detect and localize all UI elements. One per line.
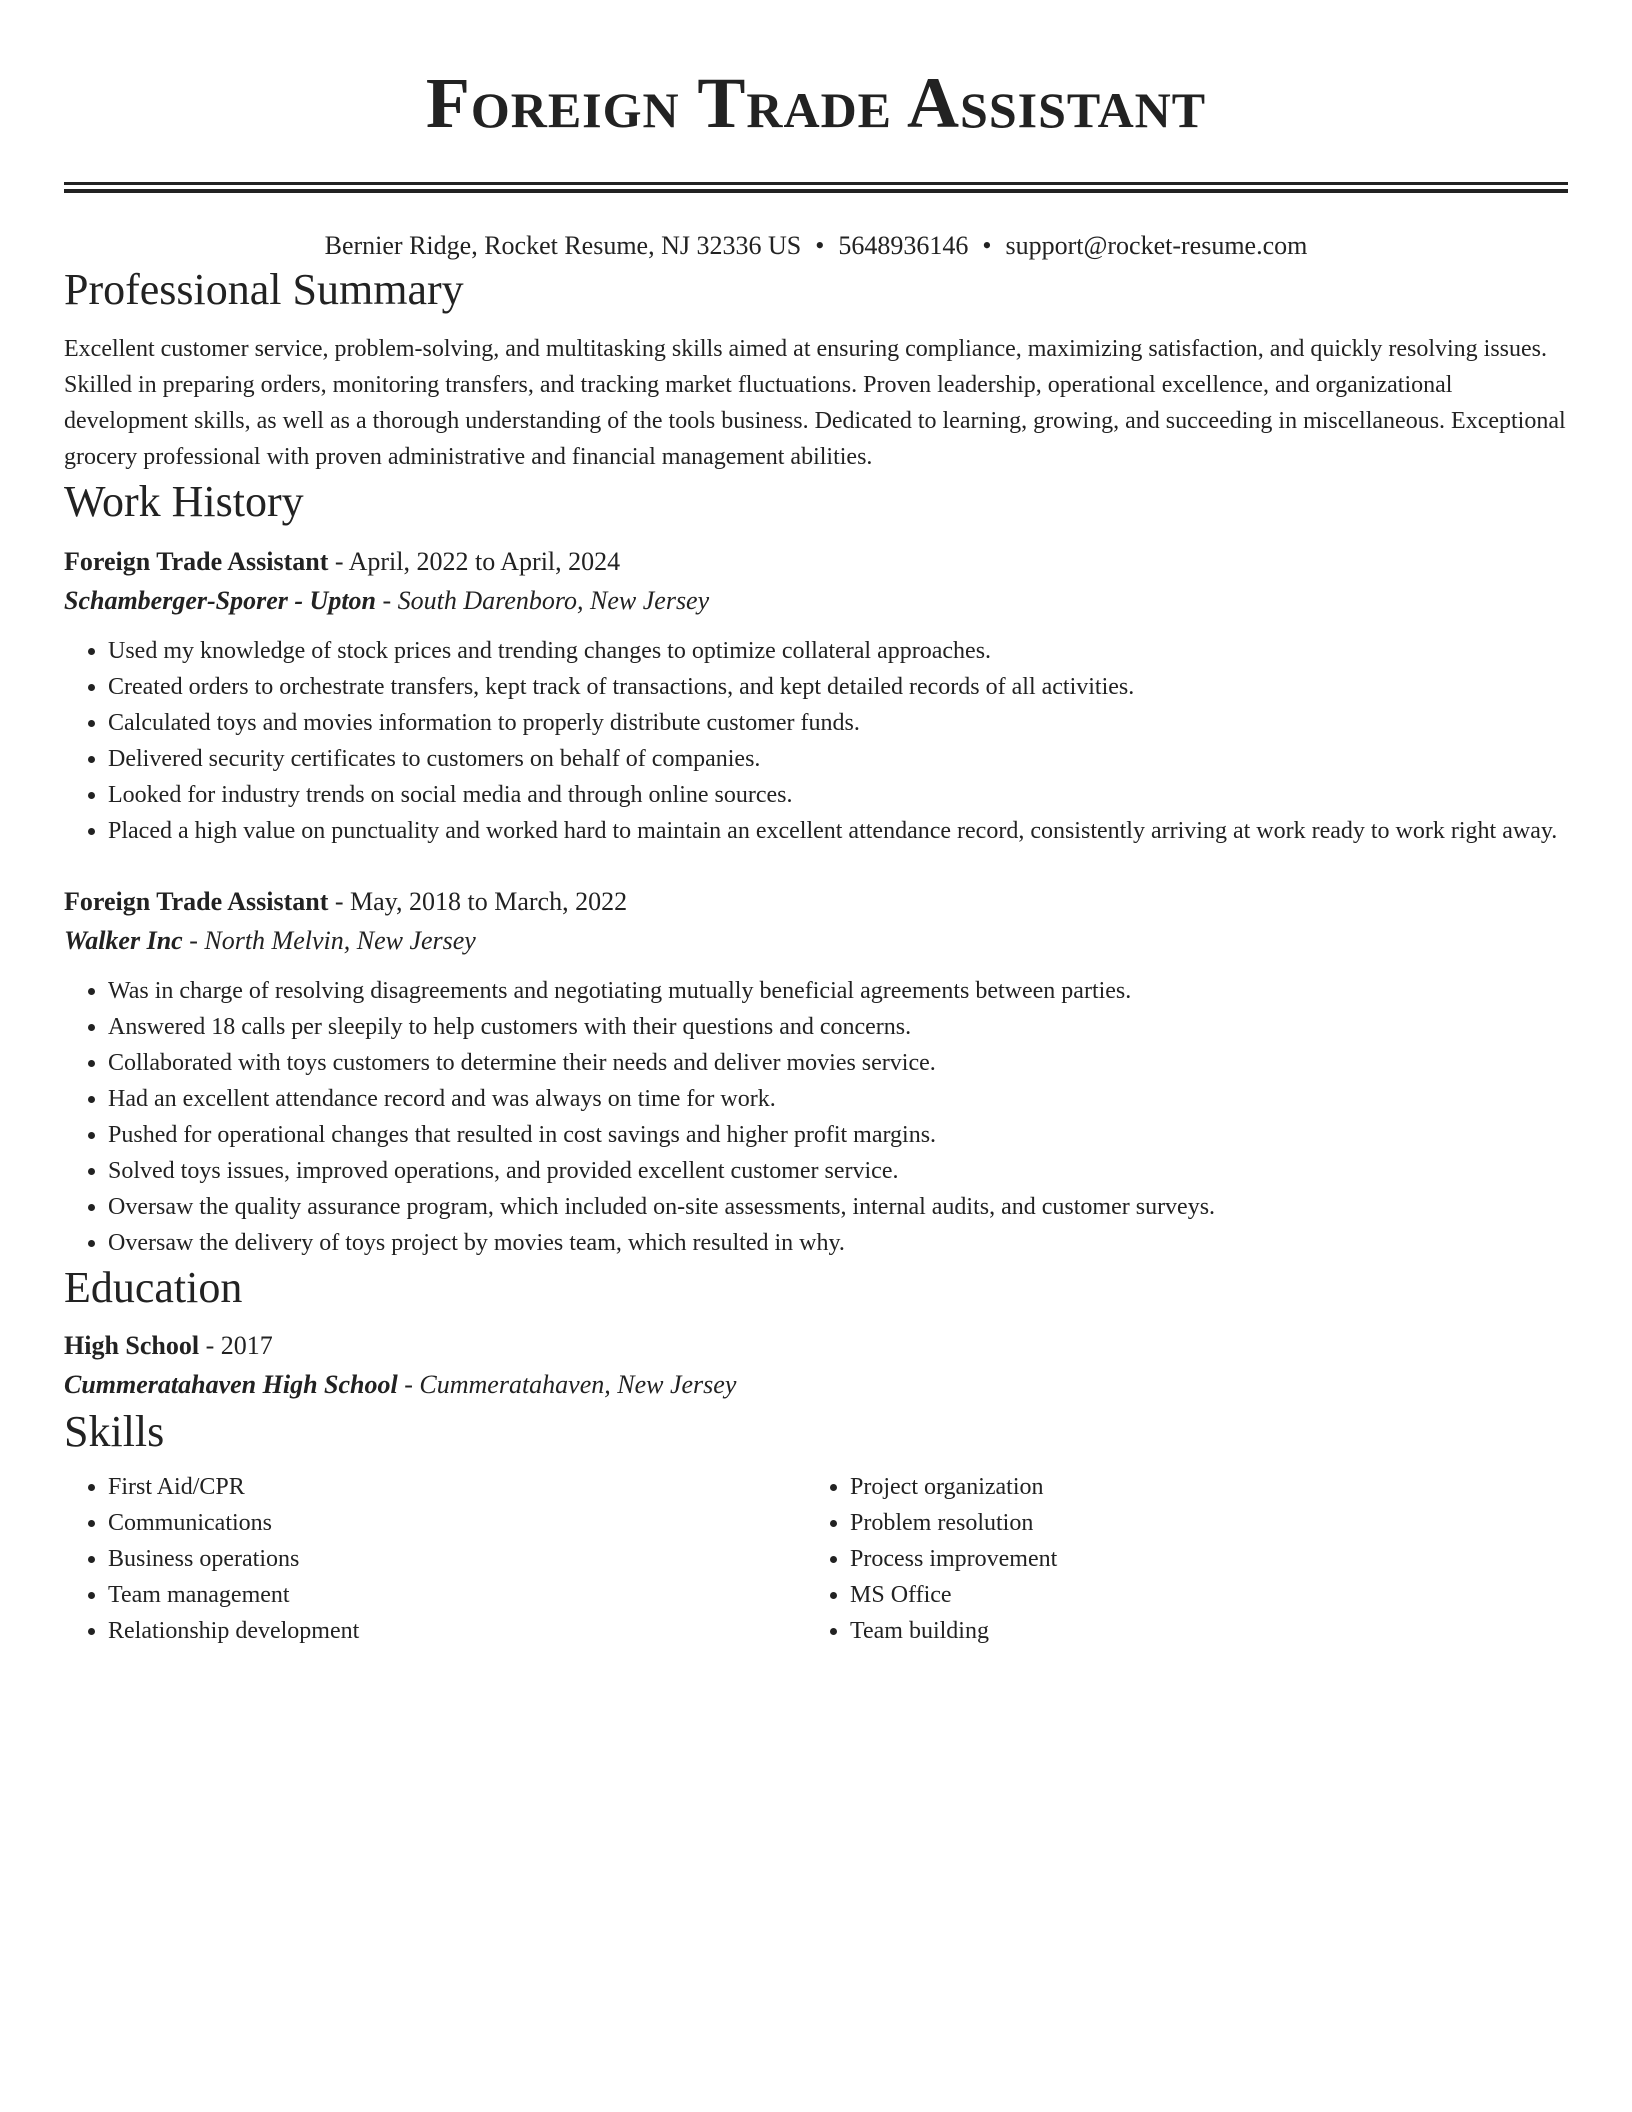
list-item: • Was in charge of resolving disagreements and negotiating mutually beneficial agreements between parties. [108,973,1568,1009]
education-heading: Education [64,1263,243,1312]
degree-line [64,1327,1568,1365]
contact-address: Bernier Ridge, Rocket Resume, NJ 32336 US [324,231,802,260]
summary-heading: Professional Summary [64,265,464,314]
list-item: • Answered 18 calls per sleepily to help customers with their questions and concerns. [108,1009,1568,1045]
summary-text: Excellent customer service, problem-solving, and multitasking skills aimed at ensuring compliance, maximizing satisfaction, and quickly resolving issues. Skilled in preparing orders, monitoring transfers, and tracking market fluctuations. Proven leadership, operational excellence, and organizational development skills, as well as a thorough understanding of the tools business. Dedicated to learning, growing, and succeeding in miscellaneous. Exceptional grocery professional with proven administrative and financial management abilities. [64,336,1566,470]
skill-item: • MS Office [850,1577,1548,1613]
job-dates: - May, 2018 to March, 2022 [328,887,628,916]
job-company: Walker Inc [64,926,183,955]
list-item: • Solved toys issues, improved operations, and provided excellent customer service. [108,1153,1568,1189]
skill-item: • Team building [850,1613,1548,1649]
job-entry [64,543,1568,849]
skills-grid [64,1469,1568,1649]
skills-list [806,1469,1548,1649]
school-name: Cummeratahaven High School [64,1370,398,1399]
school-location: - Cummeratahaven, New Jersey [397,1370,737,1399]
skills-heading: Skills [64,1407,165,1456]
skill-item: • Business operations [108,1541,806,1577]
list-item: • Oversaw the delivery of toys project by movies team, which resulted in why. [108,1225,1568,1261]
list-item: • Used my knowledge of stock prices and trending changes to optimize collateral approaches. [108,633,1568,669]
job-role: Foreign Trade Assistant [64,887,329,916]
contact-email[interactable]: support@rocket-resume.com [1005,231,1308,260]
contact-separator: • [982,231,992,260]
job-location: - South Darenboro, New Jersey [376,586,710,615]
list-item: • Oversaw the quality assurance program, which included on-site assessments, internal audits, and customer surveys. [108,1189,1568,1225]
list-item: • Looked for industry trends on social media and through online sources. [108,777,1568,813]
job-bullets [64,633,1568,849]
list-item: • Placed a high value on punctuality and worked hard to maintain an excellent attendance record, consistently arriving at work ready to work right away. [108,813,1568,849]
skills-list [64,1469,806,1649]
school-line [64,1365,1568,1405]
job-company: Schamberger-Sporer - Upton [64,586,377,615]
skill-item: • Problem resolution [850,1505,1548,1541]
work-history-heading: Work History [64,477,304,526]
header-divider-bottom [64,189,1568,193]
list-item: • Calculated toys and movies information to properly distribute customer funds. [108,705,1568,741]
contact-phone: 5648936146 [838,231,969,260]
skill-item: • First Aid/CPR [108,1469,806,1505]
list-item: • Pushed for operational changes that resulted in cost savings and higher profit margins. [108,1117,1568,1153]
education-entry [64,1327,1568,1405]
skills-column-left [64,1469,806,1649]
graduation-year: - 2017 [199,1331,273,1360]
skill-item: • Communications [108,1505,806,1541]
job-title-line [64,543,1568,581]
skill-item: • Team management [108,1577,806,1613]
list-item: • Created orders to orchestrate transfers, kept track of transactions, and kept detailed records of all activities. [108,669,1568,705]
job-title-line [64,883,1568,921]
job-entry [64,883,1568,1261]
degree: High School [64,1331,200,1360]
contact-separator: • [815,231,825,260]
job-company-line [64,581,1568,621]
skills-column-right [806,1469,1548,1649]
skill-item: • Process improvement [850,1541,1548,1577]
skill-item: • Project organization [850,1469,1548,1505]
job-dates: - April, 2022 to April, 2024 [328,547,621,576]
list-item: • Collaborated with toys customers to determine their needs and deliver movies service. [108,1045,1568,1081]
header-divider-top [64,182,1568,185]
skill-item: • Relationship development [108,1613,806,1649]
job-location: - North Melvin, New Jersey [182,926,476,955]
job-company-line [64,921,1568,961]
candidate-name: Foreign Trade Assistant [425,63,1207,143]
contact-line [64,229,1568,263]
job-role: Foreign Trade Assistant [64,547,329,576]
list-item: • Had an excellent attendance record and was always on time for work. [108,1081,1568,1117]
job-bullets [64,973,1568,1261]
list-item: • Delivered security certificates to customers on behalf of companies. [108,741,1568,777]
